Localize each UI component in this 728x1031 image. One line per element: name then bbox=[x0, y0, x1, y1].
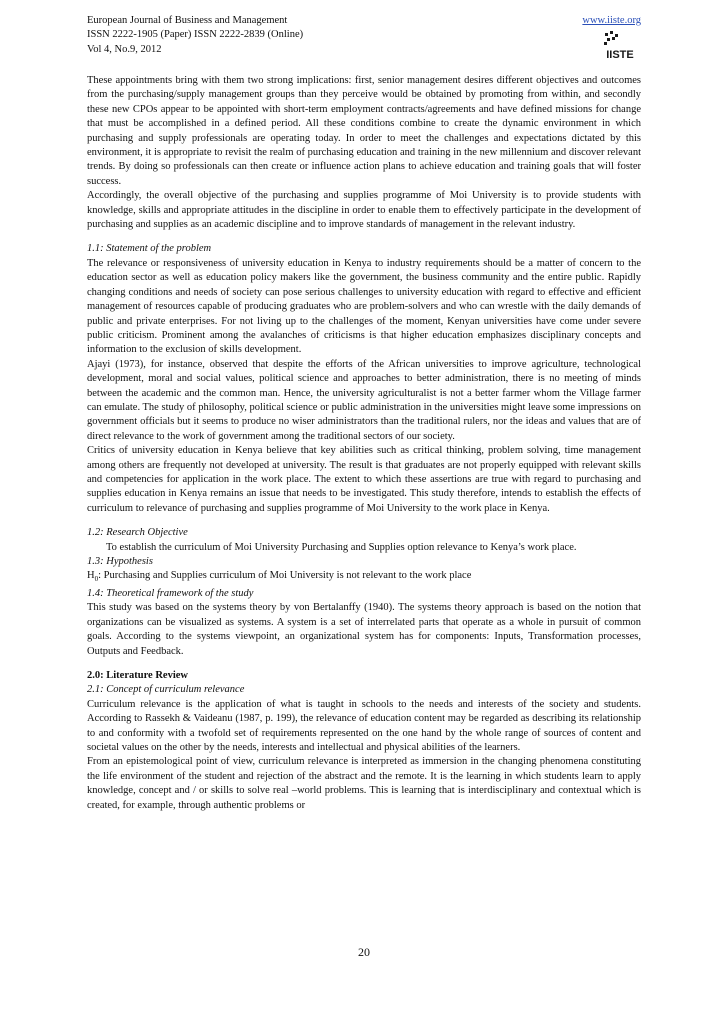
section-heading-objective: 1.2: Research Objective bbox=[87, 527, 188, 539]
hypothesis-statement: : Purchasing and Supplies curriculum of Moi University is not relevant to the work place bbox=[98, 570, 472, 582]
journal-title: European Journal of Business and Management bbox=[87, 15, 288, 26]
paragraph: Ajayi (1973), for instance, observed that despite the efforts of the African universities to improve agriculture, technological development, moral and social values, political science and approaches to better administration, there is no meeting of minds between the academic and the common man. Hence, the university agriculturalist is not a better farmer whom the Village farmer can emulate. The study of philosophy, political science or public administration in the universities might leave some impressions on government officials but it seems to produce no wiser administrators than the traditional rulers, nor the ideas and values that are of direct relevance to the work of government among the traditional sectors of our society. bbox=[87, 358, 641, 442]
paragraph: From an epistemological point of view, curriculum relevance is interpreted as immersion in the changing phenomena constituting the life environment of the student and rejection of the abstract and the remote. It is the learning in which students learn to apply knowledge, concept and / or skills to solve real –world problems. This is learning that is interdisciplinary and contextual which is created, for example, through authentic problems or bbox=[87, 756, 641, 811]
page-number: 20 bbox=[358, 945, 370, 959]
paragraph: Curriculum relevance is the application of what is taught in schools to the needs and interests of the society and students. According to Rassekh & Vaideanu (1987, p. 199), the relevance of education content may be regarded as describing its relationship to and conformity with a twofold set of requirements represented on the one hand by the whole range of sources of content and societal values on the other by the needs, interests and intellectual and physical abilities of the learners. bbox=[87, 698, 641, 753]
paragraph: These appointments bring with them two strong implications: first, senior management desires different objectives and outcomes from the purchasing/supply management groups than they perceive would be obtained by promoting from within, and secondly these new CPOs appear to be appointed with short-term employment contracts/agreements and have defined missions for change that must be accomplished in a defined period. All these conditions combine to create the dynamic environment in which purchasing and supply professionals are operating today. In order to meet the challenges and expectations dictated by this environment, it is appropriate to revisit the realm of purchasing education and training in the new millennium and discover relevant trends. By doing so professionals can then create or influence action plans to achieve education and training goals that will foster success. bbox=[87, 75, 641, 187]
hypothesis-symbol: H bbox=[87, 570, 95, 582]
hypothesis-subscript: 0 bbox=[94, 575, 99, 584]
logo-text: IISTE bbox=[606, 49, 634, 61]
section-heading-literature: 2.0: Literature Review bbox=[87, 669, 188, 681]
journal-header bbox=[87, 14, 641, 74]
paragraph: The relevance or responsiveness of university education in Kenya to industry requirements should be a matter of concern to the education sector as well as education policy makers like the government, the business community and the entire public. Rapidly changing conditions and needs of society can pose serious challenges to university education with regard to effective and efficient management of resources capable of producing graduates who are problem-solvers and who can wrestle with the daily demands of public and private enterprises. For not living up to the challenges of the moment, Kenyan universities have come under severe public criticism. Prominent among the avalanches of criticisms is that higher education emphasizes disciplinary concepts and information to the exclusion of skills development. bbox=[87, 257, 641, 356]
volume-line: Vol 4, No.9, 2012 bbox=[87, 43, 162, 55]
hypothesis-text bbox=[87, 569, 641, 587]
section-heading-statement: 1.1: Statement of the problem bbox=[87, 243, 212, 255]
section-heading-concept: 2.1: Concept of curriculum relevance bbox=[87, 684, 245, 696]
document-page bbox=[87, 14, 641, 813]
paragraph: Critics of university education in Kenya believe that key abilities such as critical thinking, problem solving, time management among others are frequently not developed at university. The result is that graduates are not properly equipped with relevant skills and competencies for application in the work place. The extent to which these assertions are true with regard to purchasing and supplies education in Kenya remains an issue that needs to be investigated. This study therefore, intends to establish the effects of curriculum to relevance of purchasing and supplies programme of Moi University to the work place in Kenya. bbox=[87, 445, 641, 514]
section-heading-framework: 1.4: Theoretical framework of the study bbox=[87, 587, 254, 599]
section-heading-hypothesis: 1.3: Hypothesis bbox=[87, 556, 153, 567]
paragraph: This study was based on the systems theory by von Bertalanffy (1940). The systems theory approach is based on the notion that organizations can be visualized as systems. A system is a set of interrelated parts that operate as a whole in pursuit of common goals. According to the systems viewpoint, an organizational system has for components: Inputs, Transformation processes, Outputs and Feedback. bbox=[87, 602, 641, 657]
iiste-logo-icon bbox=[603, 31, 637, 61]
journal-url-link[interactable]: www.iiste.org bbox=[582, 15, 641, 26]
objective-text: To establish the curriculum of Moi University Purchasing and Supplies option relevance to Kenya’s work place. bbox=[106, 541, 577, 553]
paragraph: Accordingly, the overall objective of the purchasing and supplies programme of Moi University is to provide students with knowledge, skills and appropriate attitudes in the discipline in order to enable them to effectively participate in the development of purchasing and supplies as an academic discipline and to improve standards of management in the relevant industry. bbox=[87, 190, 641, 231]
issn-line: ISSN 2222-1905 (Paper) ISSN 2222-2839 (Online) bbox=[87, 29, 304, 41]
